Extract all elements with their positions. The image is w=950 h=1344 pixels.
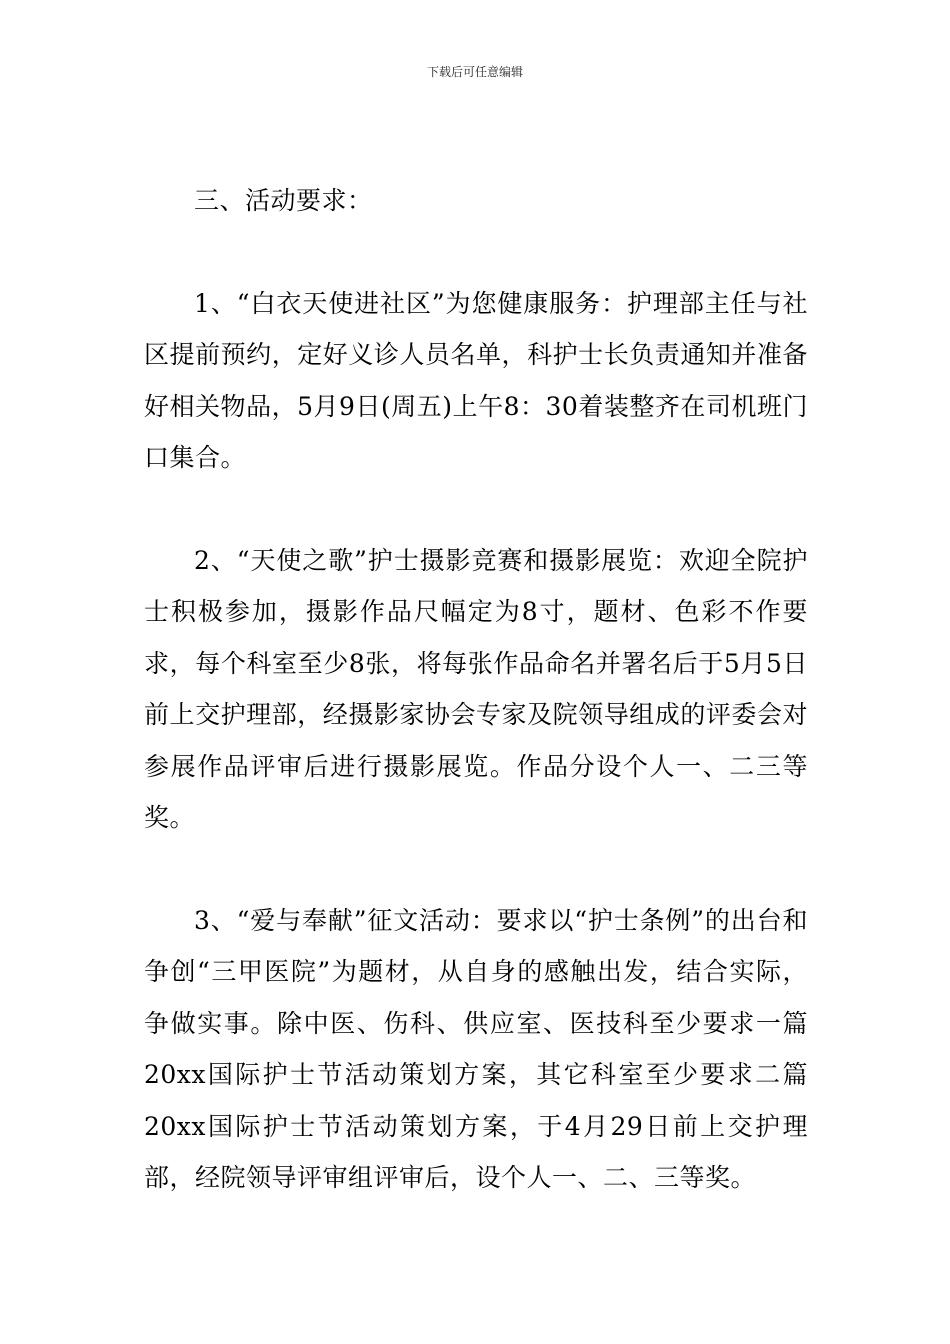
section-title: 三、活动要求：	[194, 186, 373, 215]
requirement-item-3: 3、“爱与奉献”征文活动：要求以“护士条例”的出台和争创“三甲医院”为题材，从自身的感触出发，结合实际，争做实事。除中医、伤科、供应室、医技科至少要求一篇20xx国际护士节活动策划方案，其它科室至少要求二篇20xx国际护士节活动策划方案，于4月29日前上交护理部，经院领导评审组评审后，设个人一、二、三等奖。	[144, 905, 808, 1192]
document-body	[144, 175, 808, 1255]
requirement-item-1: 1、“白衣天使进社区”为您健康服务：护理部主任与社区提前预约，定好义诊人员名单，科护士长负责通知并准备好相关物品，5月9日(周五)上午8：30着装整齐在司机班门口集合。	[144, 288, 808, 472]
page-header: 下载后可任意编辑	[426, 65, 523, 79]
requirement-item-2: 2、“天使之歌”护士摄影竞赛和摄影展览：欢迎全院护士积极参加，摄影作品尺幅定为8寸，题材、色彩不作要求，每个科室至少8张，将每张作品命名并署名后于5月5日前上交护理部，经摄影家协会专家及院领导组成的评委会对参展作品评审后进行摄影展览。作品分设个人一、二三等奖。	[144, 545, 808, 832]
